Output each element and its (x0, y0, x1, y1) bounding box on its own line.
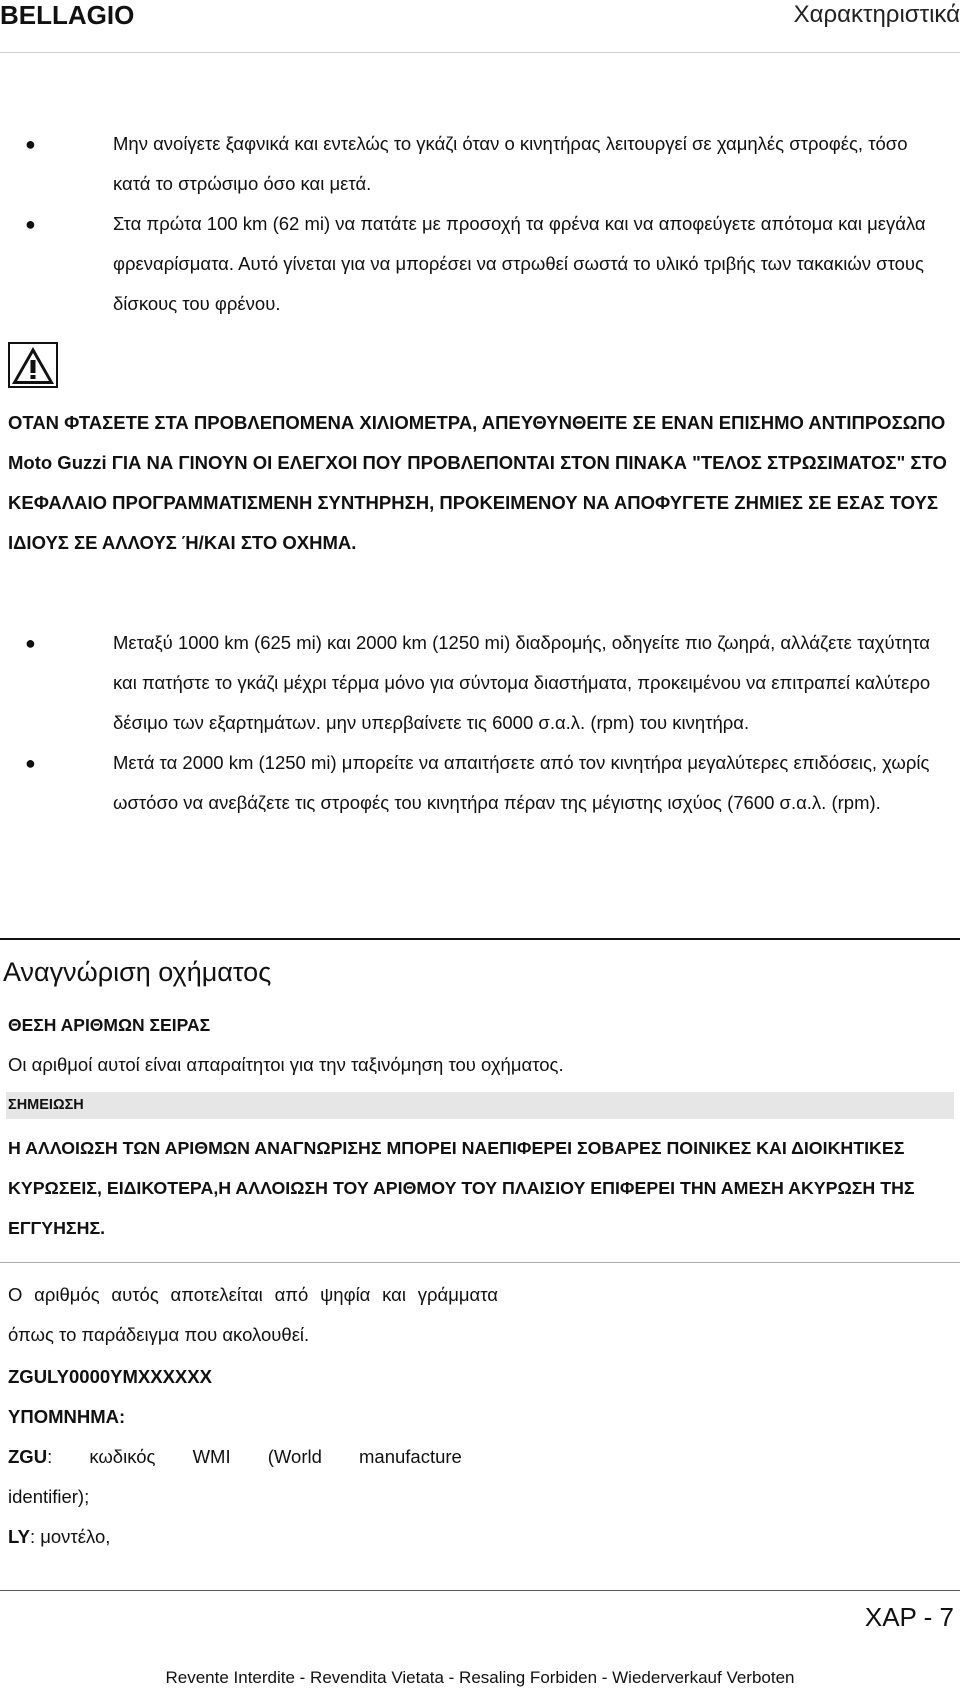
legend-item-zgu (8, 1437, 488, 1517)
list-item (25, 124, 938, 204)
intro-text: Οι αριθμοί αυτοί είναι απαραίτητοι για την ταξινόμηση του οχήματος. (8, 1054, 564, 1075)
legend-code: ZGU (8, 1446, 48, 1467)
list-item (25, 743, 938, 823)
example-code: ZGULY0000YMXXXXXX (8, 1366, 212, 1387)
note-divider (0, 1262, 960, 1263)
list-item (25, 623, 938, 743)
note-text: Η ΑΛΛΟΙΩΣΗ ΤΩΝ ΑΡΙΘΜΩΝ ΑΝΑΓΝΩΡΙΣΗΣ ΜΠΟΡΕΙ ΝΑΕΠΙΦΕΡΕΙ ΣΟΒΑΡΕΣ ΠΟΙΝΙΚΕΣ ΚΑΙ ΔΙΟΙΚΗΤΙΚΕΣ ΚΥΡΩΣΕΙΣ, ΕΙΔΙΚΟΤΕΡΑ,Η ΑΛΛΟΙΩΣΗ ΤΟΥ ΑΡΙΘΜΟΥ ΤΟΥ ΠΛΑΙΣΙΟΥ ΕΠΙΦΕΡΕΙ ΤΗΝ ΑΜΕΣΗ ΑΚΥΡΩΣΗ ΤΗΣ ΕΓΓΥΗΣΗΣ. (8, 1138, 915, 1238)
legend-code: LY (8, 1526, 30, 1547)
footer-legal-notice: Revente Interdite - Revendita Vietata - Resaling Forbiden - Wiederverkauf Verboten (165, 1668, 795, 1687)
bullet-icon: ● (25, 214, 36, 234)
legend-item-ly (8, 1517, 110, 1557)
note-label: ΣΗΜΕΙΩΣΗ (8, 1097, 84, 1113)
list-item-text: Μην ανοίγετε ξαφνικά και εντελώς το γκάζι όταν ο κινητήρας λειτουργεί σε χαμηλές στροφές, τόσο κατά το στρώσιμο όσο και μετά. (113, 133, 908, 194)
legend-desc: : μοντέλο, (29, 1526, 111, 1547)
list-item-text: Μεταξύ 1000 km (625 mi) και 2000 km (1250 mi) διαδρομής, οδηγείτε πιο ζωηρά, αλλάζετε ταχύτητα και πατήστε το γκάζι μέχρι τέρμα μόνο για σύντομα διαστήματα, προκειμένου να επιτραπεί καλύτερο δέσιμο των εξαρτημάτων. μην υπερβαίνετε τις 6000 σ.α.λ. (rpm) του κινητήρα. (113, 632, 931, 733)
warning-text: ΟΤΑΝ ΦΤΑΣΕΤΕ ΣΤΑ ΠΡΟΒΛΕΠΟΜΕΝΑ ΧΙΛΙΟΜΕΤΡΑ, ΑΠΕΥΘΥΝΘΕΙΤΕ ΣΕ ΕΝΑΝ ΕΠΙΣΗΜΟ ΑΝΤΙΠΡΟΣΩΠΟ Moto Guzzi ΓΙΑ ΝΑ ΓΙΝΟΥΝ ΟΙ ΕΛΕΓΧΟΙ ΠΟΥ ΠΡΟΒΛΕΠΟΝΤΑΙ ΣΤΟΝ ΠΙΝΑΚΑ "ΤΕΛΟΣ ΣΤΡΩΣΙΜΑΤΟΣ" ΣΤΟ ΚΕΦΑΛΑΙΟ ΠΡΟΓΡΑΜΜΑΤΙΣΜΕΝΗ ΣΥΝΤΗΡΗΣΗ, ΠΡΟΚΕΙΜΕΝΟΥ ΝΑ ΑΠΟΦΥΓΕΤΕ ΖΗΜΙΕΣ ΣΕ ΕΣΑΣ ΤΟΥΣ ΙΔΙΟΥΣ ΣΕ ΑΛΛΟΥΣ Ή/ΚΑΙ ΣΤΟ ΟΧΗΜΑ. (8, 412, 947, 553)
page-number: ΧΑΡ - 7 (864, 1602, 954, 1632)
warning-triangle-icon (8, 342, 58, 388)
section-heading: Αναγνώριση οχήματος (3, 957, 272, 987)
list-item-text: Μετά τα 2000 km (1250 mi) μπορείτε να απαιτήσετε από τον κινητήρα μεγαλύτερες επιδόσεις, χωρίς ωστόσο να ανεβάζετε τις στροφές του κινητήρα πέραν της μέγιστης ισχύος (7600 σ.α.λ. (rpm). (113, 752, 930, 813)
brand-title: BELLAGIO (0, 0, 135, 30)
section-divider (0, 938, 960, 940)
bottom-bullet-list (25, 623, 938, 823)
page-header (0, 0, 960, 53)
footer-divider (0, 1590, 960, 1591)
note-bar (6, 1092, 954, 1119)
list-item (25, 204, 938, 324)
list-item-text: Στα πρώτα 100 km (62 mi) να πατάτε με προσοχή τα φρένα και να αποφεύγετε απότομα και μεγάλα φρεναρίσματα. Αυτό γίνεται για να μπορέσει να στρωθεί σωστά το υλικό τριβής των τακακιών στους δίσκους του φρένου. (113, 213, 926, 314)
bullet-icon: ● (25, 633, 36, 653)
legend-desc: : κωδικός WMI (World manufacture identifier); (8, 1446, 462, 1507)
bullet-icon: ● (25, 134, 36, 154)
section-title: Χαρακτηριστικά (793, 1, 960, 28)
legend-title: ΥΠΟΜΝΗΜΑ: (8, 1406, 126, 1427)
format-text: Ο αριθμός αυτός αποτελείται από ψηφία και γράμματα όπως το παράδειγμα που ακολουθεί. (8, 1284, 498, 1345)
top-bullet-list (25, 124, 938, 324)
subheading: ΘΕΣΗ ΑΡΙΘΜΩΝ ΣΕΙΡΑΣ (8, 1015, 211, 1035)
bullet-icon: ● (25, 753, 36, 773)
